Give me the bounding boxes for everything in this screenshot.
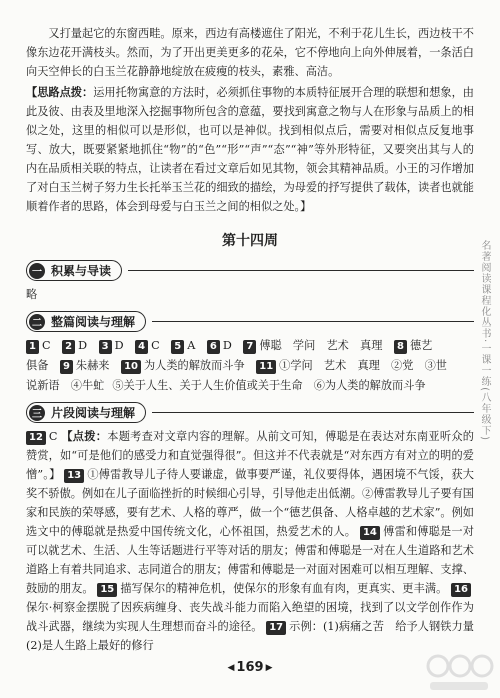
answer-prefix: ⑤ bbox=[112, 379, 124, 392]
tip-text: 运用托物寓意的方法时，必须抓住事物的本质特征展开合理的联想和想象，由此及彼、由表及里地深入挖掘事物所包含的意蕴，要找到寓意之物与人在形象与品质上的相似之处，这里的相似可以是形似，也可以是神似。找到相似点后，需要对相似点反复地事写、放大，既要紧紧地抓住“物”的“色”“形”“声”“态”“神”等外形特征，又要突出其与人的内在品质相关联的特点，让读者在看过文章后如见其物，领会其精神品质。小王的习作增加了对白玉兰树子努力生长托举玉兰花的细致的描绘，为母爱的抒写提供了载体，读者也就能顺着作者的思路，体会到母爱与白玉兰之间的相似之处。】 bbox=[26, 86, 474, 213]
answer-item bbox=[26, 339, 51, 352]
question-number: 12 bbox=[26, 431, 46, 445]
answer-text: 为人类的解放而斗争 bbox=[143, 359, 245, 372]
question-number: 16 bbox=[451, 583, 471, 597]
answer-text: 示例：(1)病痛之苦 给予人钢铁力量 (2)是人生路上最好的修行 bbox=[26, 620, 486, 652]
tip-text: 本题考查对文章内容的理解。从前文可知，傅聪是在表达对东南亚听众的赞赏，如“可是他们的感受力和直觉强得很”。但这并不代表就是“对东西方有对立的明的爱憎”。】 bbox=[26, 430, 474, 481]
answer-text: C bbox=[151, 339, 160, 352]
section-pill bbox=[26, 311, 146, 332]
question-number: 17 bbox=[266, 621, 286, 635]
section-pill bbox=[26, 260, 122, 281]
intro-paragraph: 又打量起它的东窗西畦。原来，西边有高楼遮住了阳光，不利于花儿生长，西边枝干不像东边花开满枝头。然而，为了开出更美更多的花朵，它不停地向上向外伸展着，一条活白向天空伸长的白玉兰花静静地绽放在疲瘦的枝头，素雅、高洁。 bbox=[26, 27, 474, 78]
answer-text: ①傅雷教导儿子待人要谦虚，做事要严谨，礼仪要得体，遇困境不气馁，获大奖不骄傲。例如在儿子面临挫折的时候细心引导，引导他走出低潮。②傅雷教导儿子要有国家和民族的荣辱感，要有艺术、人格的尊严，做一个“德艺俱备、人格卓越的艺术家”。例如选文中的傅聪就是热爱中国传统文化，心怀祖国，热爱艺术的人。 bbox=[26, 468, 474, 538]
section-pill bbox=[26, 402, 146, 423]
section-header-2 bbox=[26, 311, 474, 332]
section-title: 整篇阅读与理解 bbox=[51, 315, 136, 329]
question-number: 13 bbox=[64, 469, 84, 483]
answer-continuation: 说新语 ④牛虻 bbox=[26, 379, 105, 392]
answer-continuation: 俱备 bbox=[26, 359, 49, 372]
answer-text: D bbox=[114, 339, 124, 352]
answer-item bbox=[171, 339, 195, 352]
week-title: 第十四周 bbox=[222, 233, 278, 249]
thinking-tip bbox=[26, 83, 474, 216]
question-number: 1 bbox=[26, 340, 39, 354]
section-number: 三 bbox=[29, 405, 45, 421]
answer-item bbox=[207, 339, 232, 352]
answer-item bbox=[394, 339, 432, 352]
side-series-title: 名著阅读课程化丛书·一课一练(八年级下) bbox=[479, 240, 490, 441]
answer-text: 朱赫来 bbox=[75, 359, 110, 372]
section-divider bbox=[152, 412, 474, 413]
answer-item bbox=[121, 359, 245, 372]
section-header-1 bbox=[26, 260, 474, 281]
answer-text: 傅雷和傅聪是一对可以就艺术、生活、人生等话题进行平等对话的朋友；傅雷和傅聪是一对在人生道路和艺术道路上有着共同追求、志同道合的朋友；傅雷和傅聪是一对面对困难可以相互理解、支撑、鼓励的朋友。 bbox=[26, 525, 474, 595]
question-number: 9 bbox=[60, 360, 73, 374]
question-number: 4 bbox=[135, 340, 148, 354]
question-number: 8 bbox=[394, 340, 407, 354]
section-1-answer: 略 bbox=[26, 288, 38, 301]
answer-item bbox=[243, 339, 382, 352]
section-title: 积累与导读 bbox=[51, 264, 112, 278]
tip-label: 【思路点拨： bbox=[26, 85, 94, 99]
section-3-answers bbox=[26, 427, 486, 655]
answer-text: 描写保尔的精神危机，使保尔的形象有血有肉，更真实、更丰满。 bbox=[120, 582, 448, 595]
question-number: 11 bbox=[256, 360, 276, 374]
answers-row-3 bbox=[26, 376, 474, 396]
section-header-3 bbox=[26, 402, 474, 423]
watermark-icon bbox=[424, 650, 494, 694]
answer-item bbox=[135, 339, 160, 352]
answer-text: A bbox=[187, 339, 196, 352]
page-number-text: 169 bbox=[236, 660, 264, 675]
question-number: 7 bbox=[243, 340, 256, 354]
answer-text: 关于人生、关于人生价值或关于生命 ⑥为人类的解放而斗争 bbox=[123, 379, 426, 392]
answer-text: D bbox=[222, 339, 232, 352]
section-divider bbox=[128, 270, 474, 271]
question-number: 3 bbox=[99, 340, 112, 354]
question-number: 6 bbox=[207, 340, 220, 354]
answer-text: ①学问 艺术 真理 ②党 ③世 bbox=[279, 359, 447, 372]
answer-text: D bbox=[78, 339, 88, 352]
section-divider bbox=[152, 321, 474, 322]
answer-text: 傅聪 学问 艺术 真理 bbox=[259, 339, 383, 352]
answers-row-1 bbox=[26, 336, 474, 356]
tip-label: 【点拨： bbox=[61, 429, 108, 443]
question-number: 14 bbox=[360, 526, 380, 540]
question-number: 10 bbox=[121, 360, 141, 374]
answer-item bbox=[60, 359, 110, 372]
question-number: 2 bbox=[62, 340, 75, 354]
answer-item bbox=[99, 339, 124, 352]
section-title: 片段阅读与理解 bbox=[51, 406, 136, 420]
left-arrow-icon: ◀ bbox=[227, 662, 235, 673]
right-arrow-icon: ▶ bbox=[265, 662, 273, 673]
answers-row-2 bbox=[26, 356, 474, 376]
answer-item bbox=[256, 359, 447, 372]
answer-item bbox=[62, 339, 87, 352]
section-number: 二 bbox=[29, 314, 45, 330]
answer-text: C bbox=[41, 339, 51, 352]
section-number: 一 bbox=[29, 263, 45, 279]
answer-text: 保尔·柯察金摆脱了因疾病缠身、丧失战斗能力而陷入绝望的困境，找到了以文学创作作为战斗武器，继续为实现人生理想而奋斗的途径。 bbox=[26, 601, 474, 633]
question-number: 15 bbox=[97, 583, 117, 597]
answer-text: 德艺 bbox=[409, 339, 433, 352]
answer-text: C bbox=[48, 430, 58, 443]
question-number: 5 bbox=[171, 340, 184, 354]
